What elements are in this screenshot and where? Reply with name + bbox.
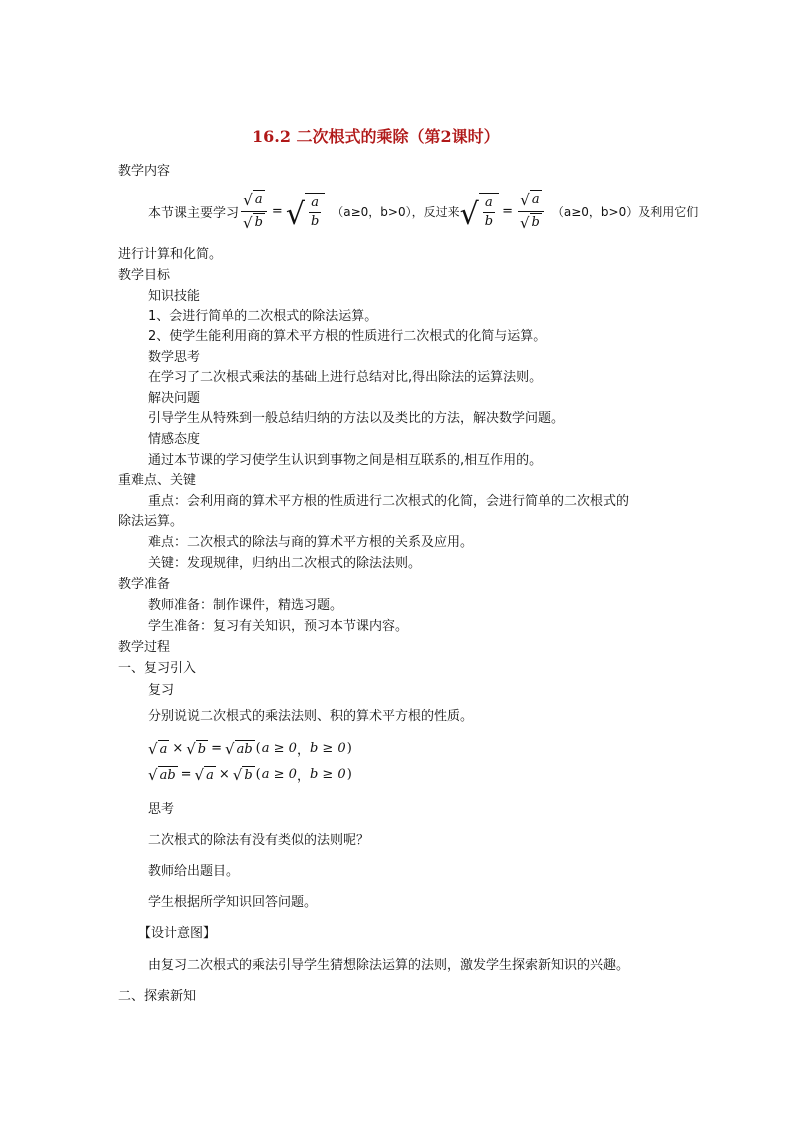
attitude-heading: 情感态度 [148, 432, 201, 447]
design-heading: 【设计意图】 [138, 926, 217, 941]
heading-key-points: 重难点、关键 [118, 473, 197, 488]
teacher-preparation: 教师准备：制作课件，精选习题。 [148, 598, 344, 613]
problem-heading: 解决问题 [148, 391, 201, 406]
multiplication-rule-formula: √ a × √ b = √ ab ( a ≥ 0 ， b ≥ 0 ) [148, 739, 352, 758]
knowledge-item-1: 1、会进行简单的二次根式的除法运算。 [148, 309, 378, 324]
students-answer: 学生根据所学知识回答问题。 [148, 895, 318, 910]
equals-sign: = [271, 203, 283, 219]
heading-preparation: 教学准备 [118, 577, 171, 592]
focus-line-1: 重点：会利用商的算术平方根的性质进行二次根式的化简，会进行简单的二次根式的 [148, 494, 630, 509]
section-2-heading: 二、探索新知 [118, 989, 197, 1004]
knowledge-heading: 知识技能 [148, 289, 201, 304]
intro-formula-line [148, 188, 698, 234]
heading-process: 教学过程 [118, 640, 171, 655]
formula-root-of-quotient-reverse: √ $\frac{a}{b}$ [460, 193, 499, 230]
design-text: 由复习二次根式的乘法引导学生猜想除法运算的法则，激发学生探索新知识的兴趣。 [148, 958, 630, 973]
rule1-condition: （a≥0，b>0），反过来 [331, 204, 460, 219]
formula-quotient-of-roots-reverse: √ a √ b [518, 190, 544, 233]
page-title: 16.2 二次根式的乘除（第2课时） [252, 127, 500, 146]
rule2-condition: （a≥0，b>0）及利用它们 [551, 204, 699, 219]
heading-content: 教学内容 [118, 164, 171, 179]
formula-quotient-of-roots: √ a √ b [241, 190, 267, 233]
knowledge-item-2: 2、使学生能利用商的算术平方根的性质进行二次根式的化简与运算。 [148, 329, 547, 344]
problem-text: 引导学生从特殊到一般总结归纳的方法以及类比的方法，解决数学问题。 [148, 411, 565, 426]
formula-root-of-quotient: √ $\frac{a}{b}$ [286, 193, 325, 230]
thinking-heading: 数学思考 [148, 350, 201, 365]
heading-goals: 教学目标 [118, 268, 171, 283]
think-label: 思考 [148, 802, 175, 817]
intro-prefix: 本节课主要学习 [148, 205, 240, 221]
intro-continued: 进行计算和化简。 [118, 247, 223, 262]
key-text: 关键：发现规律，归纳出二次根式的除法法则。 [148, 556, 422, 571]
difficulty-text: 难点：二次根式的除法与商的算术平方根的关系及应用。 [148, 535, 474, 550]
think-question: 二次根式的除法有没有类似的法则呢？ [148, 833, 370, 848]
product-root-formula: √ ab = √ a × √ b ( a ≥ 0 ， b ≥ 0 ) [148, 765, 352, 784]
equals-sign-reverse: = [502, 203, 513, 219]
attitude-text: 通过本节课的学习使学生认识到事物之间是相互联系的,相互作用的。 [148, 453, 543, 468]
section-1-heading: 一、复习引入 [118, 661, 197, 676]
review-text: 分别说说二次根式的乘法法则、积的算术平方根的性质。 [148, 709, 474, 724]
review-label: 复习 [148, 683, 175, 698]
teacher-gives: 教师给出题目。 [148, 864, 240, 879]
focus-line-2: 除法运算。 [118, 514, 184, 529]
thinking-text: 在学习了二次根式乘法的基础上进行总结对比,得出除法的运算法则。 [148, 370, 543, 385]
student-preparation: 学生准备：复习有关知识，预习本节课内容。 [148, 619, 409, 634]
